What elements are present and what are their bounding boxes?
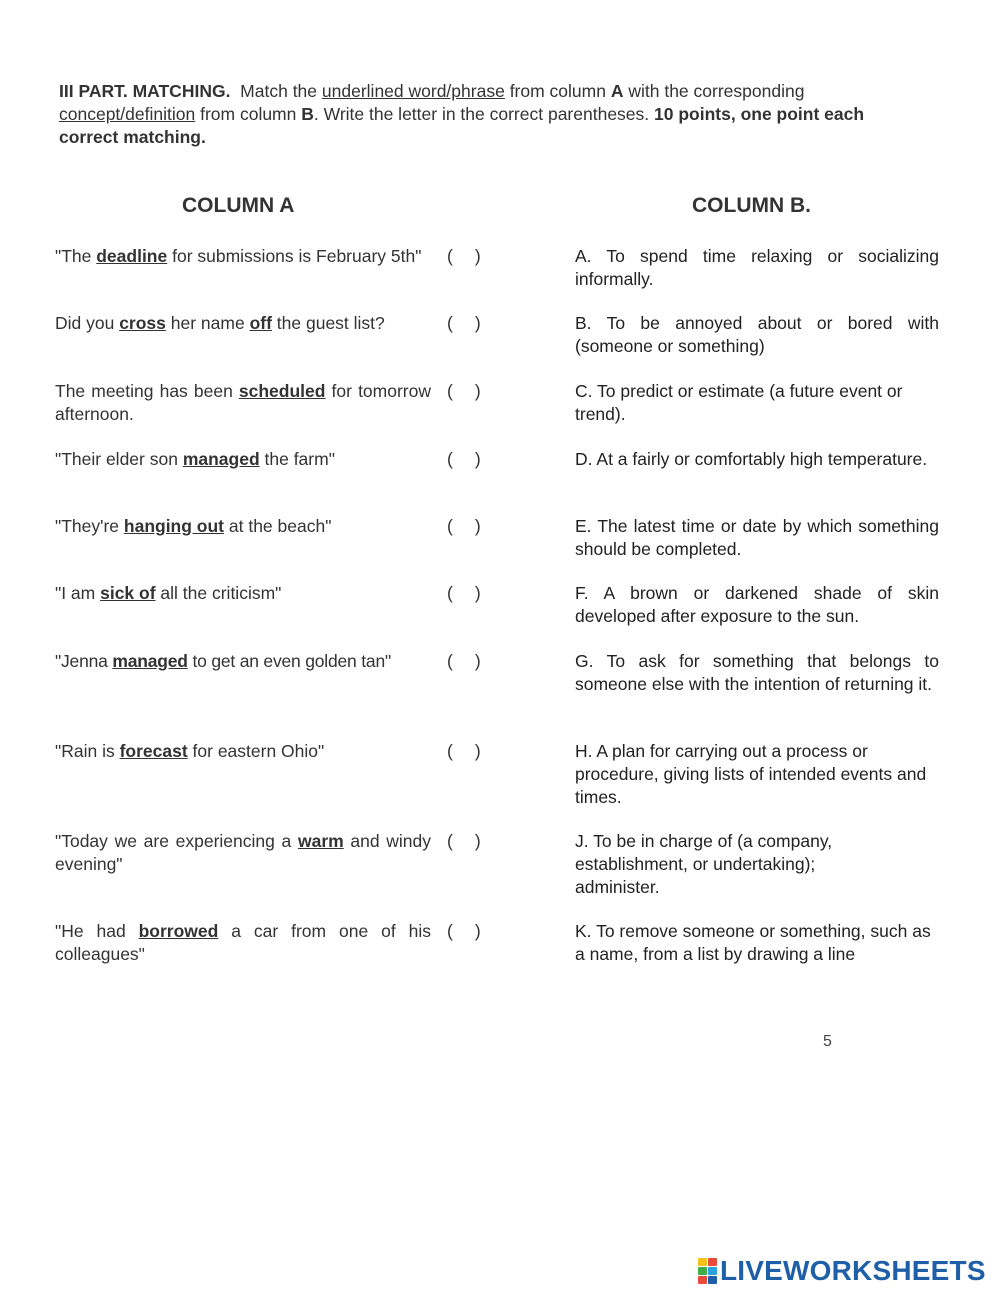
instr-underlined: concept/definition xyxy=(59,104,196,124)
column-a-item-6: "I am sick of all the criticism" xyxy=(55,583,282,603)
column-b-title: COLUMN B. xyxy=(692,194,811,217)
column-b-item-a: A. To spend time relaxing or socializing informally. xyxy=(575,246,939,289)
column-a-item-5: "They're hanging out at the beach" xyxy=(55,516,332,536)
keyword: warm xyxy=(297,831,344,851)
instr-points: 10 points, one point each correct matching. xyxy=(59,104,865,147)
answer-parentheses[interactable]: ( ) xyxy=(447,921,481,941)
keyword: managed xyxy=(182,449,260,469)
column-b-item-f: F. A brown or darkened shade of skin developed after exposure to the sun. xyxy=(575,583,939,626)
keyword: hanging out xyxy=(123,516,225,536)
column-a-item-9: "Today we are experiencing a warm and windy evening" xyxy=(55,831,431,874)
answer-parentheses[interactable]: ( ) xyxy=(447,381,481,401)
keyword: sick of xyxy=(100,583,156,603)
column-a-item-4: "Their elder son managed the farm" xyxy=(55,449,335,469)
column-b-item-j: J. To be in charge of (a company, establishment, or undertaking); administer. xyxy=(575,831,833,897)
instr-col-a: A xyxy=(610,81,624,101)
column-a-title: COLUMN A xyxy=(182,194,295,217)
column-a-item-3: The meeting has been scheduled for tomorrow afternoon. xyxy=(55,381,431,424)
page-number: 5 xyxy=(823,1033,832,1050)
answer-parentheses[interactable]: ( ) xyxy=(447,246,481,266)
instr-col-b: B xyxy=(301,104,314,124)
instr-underlined: underlined word/phrase xyxy=(321,81,505,101)
column-b-item-e: E. The latest time or date by which something should be completed. xyxy=(575,516,939,559)
keyword: cross xyxy=(119,313,166,333)
column-a-item-8: "Rain is forecast for eastern Ohio" xyxy=(55,741,325,761)
instr-text: with the corresponding xyxy=(628,81,805,101)
column-b-item-c: C. To predict or estimate (a future event or trend). xyxy=(575,381,903,424)
column-b-item-d: D. At a fairly or comfortably high temperature. xyxy=(575,449,928,469)
answer-parentheses[interactable]: ( ) xyxy=(447,651,481,671)
keyword: scheduled xyxy=(238,381,326,401)
column-b-item-g: G. To ask for something that belongs to someone else with the intention of returning it. xyxy=(575,651,939,694)
answer-parentheses[interactable]: ( ) xyxy=(447,831,481,851)
liveworksheets-logo xyxy=(698,1257,986,1285)
keyword: off xyxy=(249,313,272,333)
answer-parentheses[interactable]: ( ) xyxy=(447,583,481,603)
column-b-item-b: B. To be annoyed about or bored with (someone or something) xyxy=(575,313,939,356)
column-a-item-7: "Jenna managed to get an even golden tan" xyxy=(55,651,391,671)
column-b-item-h: H. A plan for carrying out a process or procedure, giving lists of intended events and times. xyxy=(575,741,927,807)
instr-text: from column xyxy=(509,81,606,101)
keyword: managed xyxy=(112,651,188,671)
instr-text: Match the xyxy=(240,81,318,101)
part-title: III PART. MATCHING. xyxy=(59,81,231,101)
logo-text: LIVEWORKSHEETS xyxy=(720,1255,986,1286)
logo-blocks-icon xyxy=(698,1258,717,1284)
keyword: deadline xyxy=(96,246,168,266)
answer-parentheses[interactable]: ( ) xyxy=(447,449,481,469)
keyword: forecast xyxy=(119,741,188,761)
answer-parentheses[interactable]: ( ) xyxy=(447,516,481,536)
keyword: borrowed xyxy=(138,921,219,941)
column-b-item-k: K. To remove someone or something, such as a name, from a list by drawing a line xyxy=(575,921,931,964)
instr-text: . Write the letter in the correct parentheses. xyxy=(313,104,650,124)
instr-text: from column xyxy=(200,104,297,124)
column-a-item-1: "The deadline for submissions is February 5th" xyxy=(55,246,422,266)
column-a-item-10: "He had borrowed a car from one of his colleagues" xyxy=(55,921,431,964)
answer-parentheses[interactable]: ( ) xyxy=(447,741,481,761)
answer-parentheses[interactable]: ( ) xyxy=(447,313,481,333)
instructions xyxy=(59,80,919,149)
column-a-item-2: Did you cross her name off the guest list? xyxy=(55,313,385,333)
